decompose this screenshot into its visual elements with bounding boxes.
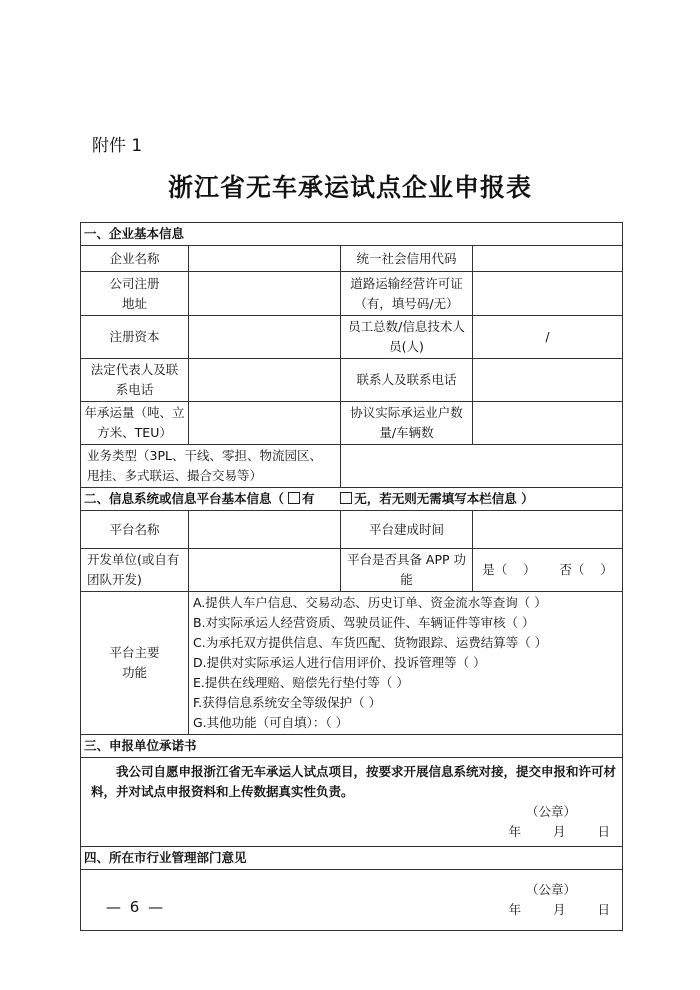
business-type-label-line2: 甩挂、多式联运、撮合交易等） [87, 468, 263, 483]
pledge-box [81, 758, 623, 847]
function-item-e[interactable]: E.提供在线理赔、赔偿先行垫付等（ ） [193, 675, 409, 690]
checkbox-no-platform[interactable] [340, 492, 352, 504]
section4-heading: 四、所在市行业管理部门意见 [81, 847, 623, 870]
application-form [80, 222, 623, 931]
carriers-field[interactable] [473, 402, 623, 445]
reg-address-label [81, 272, 189, 316]
legal-rep-label-line1: 法定代表人及联 [90, 362, 179, 377]
app-label [341, 549, 473, 592]
section1-heading: 一、企业基本信息 [81, 223, 623, 246]
license-label-line2: （有，填号码/无） [354, 295, 459, 311]
page-number: — 6 — [106, 898, 166, 916]
capital-field[interactable] [189, 316, 341, 359]
contact-label: 联系人及联系电话 [341, 359, 473, 402]
developer-label [81, 549, 189, 592]
platform-name-field[interactable] [189, 511, 341, 549]
form-title: 浙江省无车承运试点企业申报表 [167, 173, 532, 202]
developer-label-line1: 开发单位(或自有 [87, 552, 180, 567]
pledge-date: 年 月 日 [508, 824, 611, 839]
credit-code-field[interactable] [473, 246, 623, 272]
carriers-label-line2: 量/车辆数 [379, 425, 434, 440]
function-item-c[interactable]: C.为承托双方提供信息、车货匹配、货物跟踪、运费结算等（ ） [193, 635, 548, 650]
build-time-label: 平台建成时间 [341, 511, 473, 549]
capital-label: 注册资本 [81, 316, 189, 359]
option-yes-label: 有 [302, 491, 315, 506]
opinion-seal: （公章） [526, 882, 577, 897]
developer-label-line2: 团队开发) [87, 572, 142, 587]
opinion-date: 年 月 日 [508, 902, 611, 917]
app-label-line1: 平台是否具备 APP 功 [346, 552, 467, 567]
legal-rep-field[interactable] [189, 359, 341, 402]
developer-field[interactable] [189, 549, 341, 592]
function-item-g[interactable]: G.其他功能（可自填）：（ ） [193, 715, 349, 730]
contact-field[interactable] [473, 359, 623, 402]
license-label-line1: 道路运输经营许可证 [350, 275, 463, 291]
platform-name-label: 平台名称 [81, 511, 189, 549]
staff-label-line1: 员工总数/信息技术人 [348, 319, 465, 334]
functions-label [81, 592, 189, 735]
staff-label [341, 316, 473, 359]
business-type-label [81, 445, 341, 488]
app-answer-field[interactable]: 是（ ） 否（ ） [473, 549, 623, 592]
license-field[interactable] [473, 272, 623, 316]
annual-volume-label-line2: 方米、TEU） [97, 425, 172, 440]
section3-heading: 三、申报单位承诺书 [81, 735, 623, 758]
legal-rep-label [81, 359, 189, 402]
function-item-f[interactable]: F.获得信息系统安全等级保护（ ） [193, 695, 382, 710]
build-time-field[interactable] [473, 511, 623, 549]
section2-heading [81, 488, 623, 511]
function-item-b[interactable]: B.对实际承运人经营资质、驾驶员证件、车辆证件等审核（ ） [193, 615, 535, 630]
license-label [341, 272, 473, 316]
annual-volume-label-line1: 年承运量（吨、立 [84, 405, 185, 420]
pledge-text: 我公司自愿申报浙江省无车承运人试点项目，按要求开展信息系统对接，提交申报和许可材料，并对试点申报资料和上传数据真实性负责。 [91, 764, 617, 799]
function-item-d[interactable]: D.提供对实际承运人进行信用评价、投诉管理等（ ） [193, 655, 486, 670]
business-type-label-line1: 业务类型（3PL、干线、零担、物流园区、 [87, 448, 322, 463]
company-name-label: 企业名称 [81, 246, 189, 272]
option-no-label: 无，若无则无需填写本栏信息 ） [354, 491, 534, 506]
carriers-label-line1: 协议实际承运业户数 [350, 405, 463, 420]
annual-volume-label [81, 402, 189, 445]
attachment-label: 附件 1 [92, 136, 143, 156]
legal-rep-label-line2: 系电话 [115, 382, 154, 397]
section2-heading-text: 二、信息系统或信息平台基本信息（ [84, 491, 285, 506]
functions-list [189, 592, 623, 735]
staff-label-line2: 员(人) [389, 339, 424, 354]
staff-field[interactable]: / [473, 316, 623, 359]
business-type-field[interactable] [341, 445, 623, 488]
functions-label-line2: 功能 [121, 665, 147, 680]
functions-label-line1: 平台主要 [109, 645, 160, 660]
annual-volume-field[interactable] [189, 402, 341, 445]
pledge-seal: （公章） [526, 804, 577, 819]
checkbox-has-platform[interactable] [288, 492, 300, 504]
reg-address-field[interactable] [189, 272, 341, 316]
app-label-line2: 能 [400, 572, 413, 587]
function-item-a[interactable]: A.提供人车户信息、交易动态、历史订单、资金流水等查询（ ） [193, 595, 547, 610]
credit-code-label: 统一社会信用代码 [341, 246, 473, 272]
carriers-label [341, 402, 473, 445]
company-name-field[interactable] [189, 246, 341, 272]
reg-address-label-line1: 公司注册 [109, 275, 160, 291]
reg-address-label-line2: 地址 [121, 295, 147, 311]
